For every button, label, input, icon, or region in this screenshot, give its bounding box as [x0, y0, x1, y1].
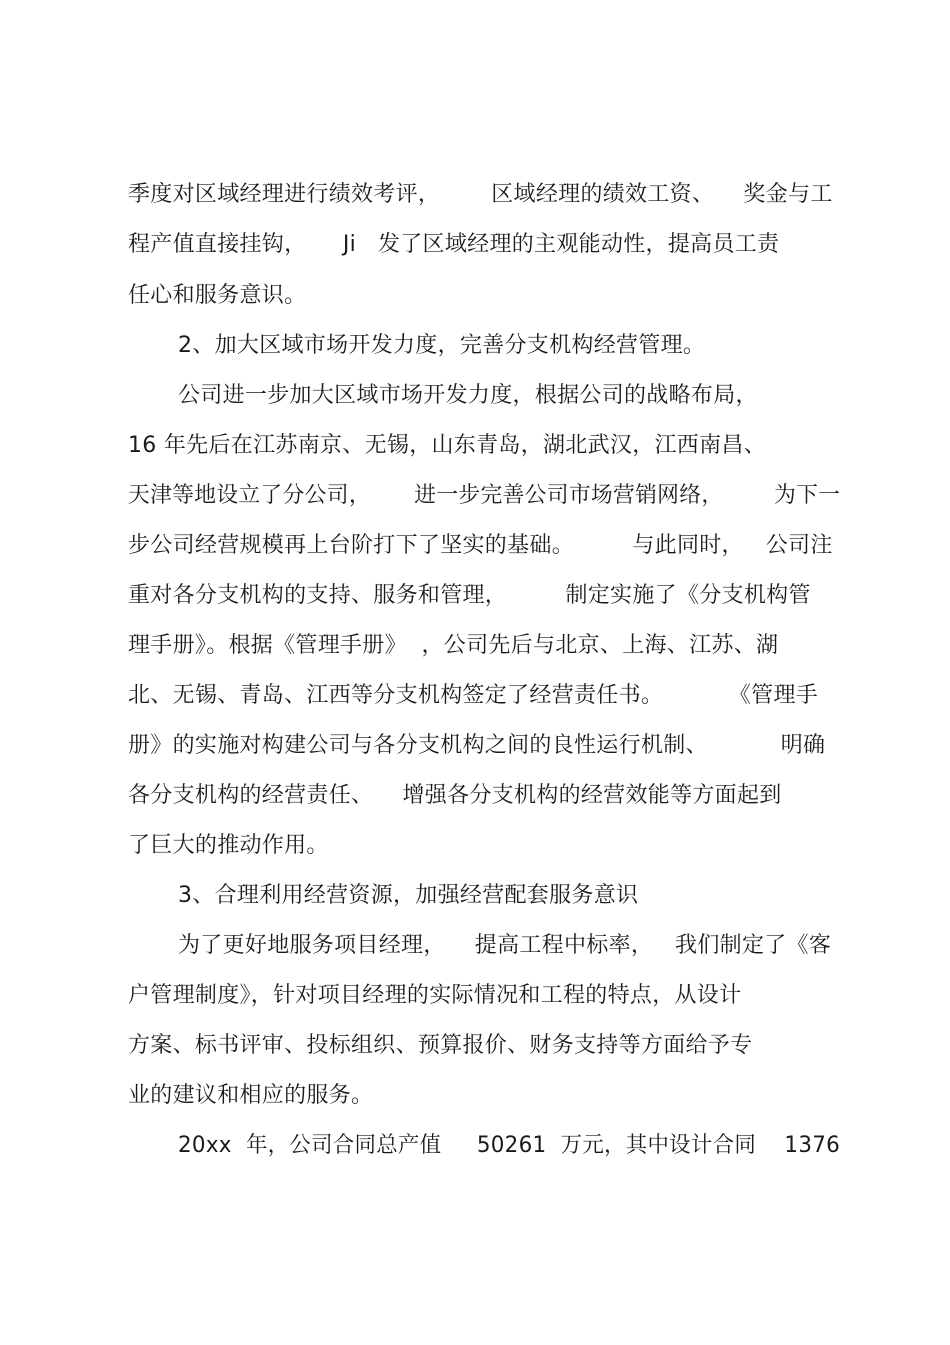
section-heading-2: 2、加大区域市场开发力度，完善分支机构经营管理。	[178, 333, 706, 358]
section-heading-3: 3、合理利用经营资源，加强经营配套服务意识	[178, 883, 639, 908]
text-line-3: 任心和服务意识。	[128, 283, 307, 308]
text-line-20: 20xx 年，公司合同总产值 50261 万元，其中设计合同 1376	[178, 1133, 841, 1158]
text-line-6: 16 年先后在江苏南京、无锡，山东青岛，湖北武汉，江西南昌、	[128, 433, 766, 458]
text-line-2: 程产值直接挂钩， Ji 发了区域经理的主观能动性，提高员工责	[128, 232, 780, 257]
text-line-11: 北、无锡、青岛、江西等分支机构签定了经营责任书。 《管理手	[128, 683, 819, 708]
text-line-14: 了巨大的推动作用。	[128, 833, 329, 858]
text-line-1: 季度对区域经理进行绩效考评， 区域经理的绩效工资、 奖金与工	[128, 182, 833, 207]
text-line-13: 各分支机构的经营责任、 增强各分支机构的经营效能等方面起到	[128, 783, 782, 808]
text-line-7: 天津等地设立了分公司， 进一步完善公司市场营销网络， 为下一	[128, 483, 841, 508]
text-line-19: 业的建议和相应的服务。	[128, 1083, 374, 1108]
text-line-12: 册》的实施对构建公司与各分支机构之间的良性运行机制、 明确	[128, 733, 826, 758]
text-line-17: 户管理制度》，针对项目经理的实际情况和工程的特点，从设计	[128, 983, 742, 1008]
text-line-18: 方案、标书评审、投标组织、预算报价、财务支持等方面给予专	[128, 1033, 753, 1058]
text-line-9: 重对各分支机构的支持、服务和管理， 制定实施了《分支机构管	[128, 583, 811, 608]
text-line-10: 理手册》。根据《管理手册》 ，公司先后与北京、上海、江苏、湖	[128, 633, 779, 658]
text-line-5: 公司进一步加大区域市场开发力度，根据公司的战略布局，	[178, 383, 758, 408]
text-line-8: 步公司经营规模再上台阶打下了坚实的基础。 与此同时， 公司注	[128, 533, 833, 558]
text-line-16: 为了更好地服务项目经理， 提高工程中标率， 我们制定了《客	[178, 933, 832, 958]
